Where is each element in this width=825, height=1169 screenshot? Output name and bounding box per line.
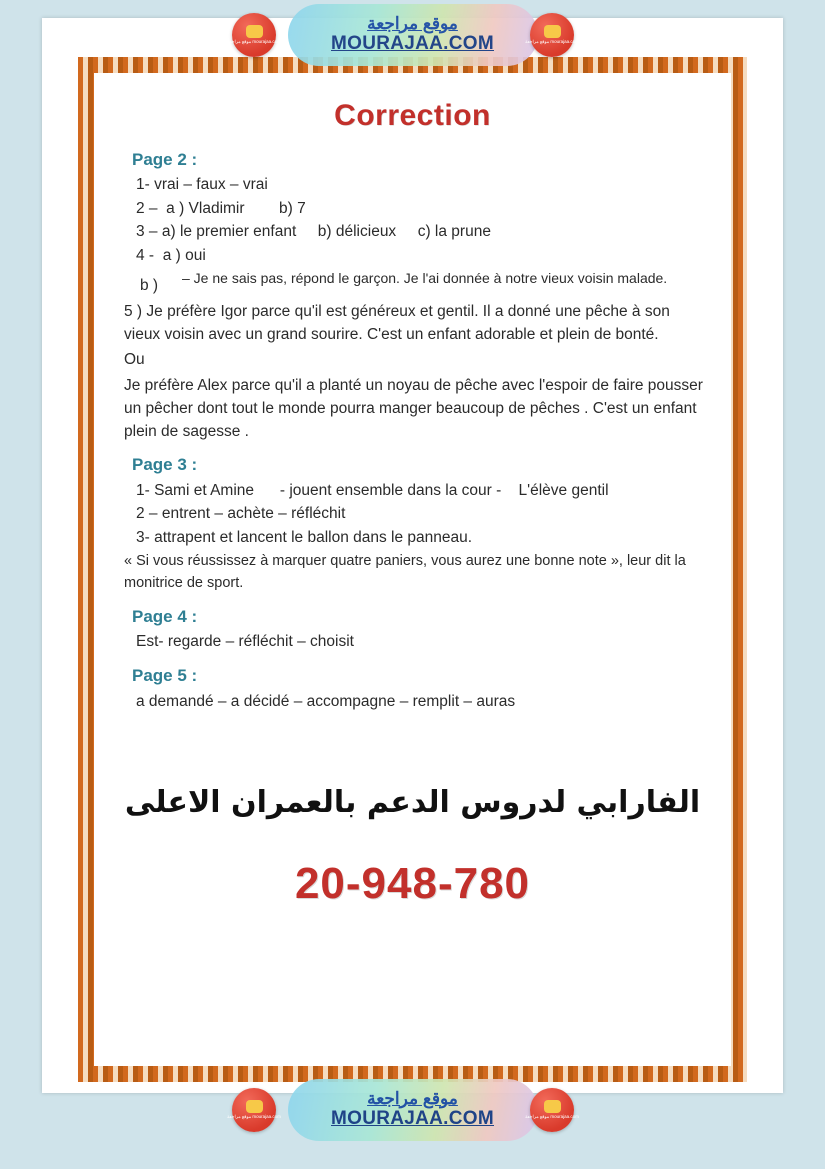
section-heading-page-4: Page 4 : (132, 606, 198, 626)
logo-caption: موقع مراجعة mourajaa.com (525, 39, 579, 45)
watermark-banner-top (0, 0, 825, 70)
watermark-arabic-text: موقع مراجعة (367, 13, 458, 33)
site-logo-icon (525, 1088, 579, 1132)
answer-line: 1- vrai – faux – vrai (136, 176, 268, 194)
phone-number: 20-948-780 (294, 858, 531, 908)
answer-sublabel: b ) (140, 277, 159, 295)
watermark-pill (288, 4, 538, 66)
answer-line: 3- attrapent et lancent le ballon dans le panneau. (136, 528, 473, 546)
section-heading-page-5: Page 5 : (132, 665, 198, 685)
logo-caption: موقع مراجعة mourajaa.com (227, 1114, 281, 1120)
answer-line: a demandé – a décidé – accompagne – remplit – auras (136, 692, 516, 710)
section-heading-page-2: Page 2 : (132, 149, 198, 169)
watermark-pill (288, 1079, 538, 1141)
answer-paragraph-alt-marker: Ou (124, 351, 145, 369)
logo-shape (246, 25, 263, 38)
answer-line: Est- regarde – réfléchit – choisit (136, 633, 354, 651)
logo-shape (246, 1100, 263, 1113)
answer-line (136, 245, 725, 267)
site-logo-icon (227, 1088, 281, 1132)
answer-paragraph: Je préfère Alex parce qu'il a planté un noyau de pêche avec l'espoir de faire pousser un pêcher dont tout le monde pourra manger beaucoup de pêches . C'est un enfant plein de sagesse . (124, 376, 703, 441)
answer-subline: – Je ne sais pas, répond le garçon. Je l'ai donnée à notre vieux voisin malade. (182, 270, 668, 287)
logo-caption: موقع مراجعة mourajaa.com (525, 1114, 579, 1120)
watermark-url-text: MOURAJAA.COM (331, 1108, 494, 1130)
site-logo-icon (525, 13, 579, 57)
watermark-banner-bottom (0, 1075, 825, 1145)
answer-line: 3 – a) le premier enfant b) délicieux c) la prune (136, 223, 491, 241)
answer-paragraph: 5 ) Je préfère Igor parce qu'il est généreux et gentil. Il a donné une pêche à son vieux voisin avec un grand sourire. C'est un enfant adorable et plein de bonté. (124, 302, 670, 344)
watermark-url-text: MOURAJAA.COM (331, 33, 494, 55)
document-content (100, 78, 725, 1063)
answer-line: 1- Sami et Amine - jouent ensemble dans la cour - L'élève gentil (136, 481, 609, 499)
logo-shape (544, 1100, 561, 1113)
footer-arabic-text: الفارابي لدروس الدعم بالعمران الاعلى (124, 785, 701, 821)
answer-line-text: 4 - a ) oui (136, 246, 206, 264)
logo-shape (544, 25, 561, 38)
answer-line: 2 – a ) Vladimir b) 7 (136, 199, 306, 217)
logo-caption: موقع مراجعة mourajaa.com (227, 39, 281, 45)
page-title: Correction (334, 99, 491, 132)
section-heading-page-3: Page 3 : (132, 455, 198, 475)
watermark-arabic-text: موقع مراجعة (367, 1088, 458, 1108)
answer-line: 2 – entrent – achète – réfléchit (136, 505, 346, 523)
site-logo-icon (227, 13, 281, 57)
answer-paragraph: « Si vous réussissez à marquer quatre paniers, vous aurez une bonne note », leur dit la monitrice de sport. (124, 553, 686, 592)
